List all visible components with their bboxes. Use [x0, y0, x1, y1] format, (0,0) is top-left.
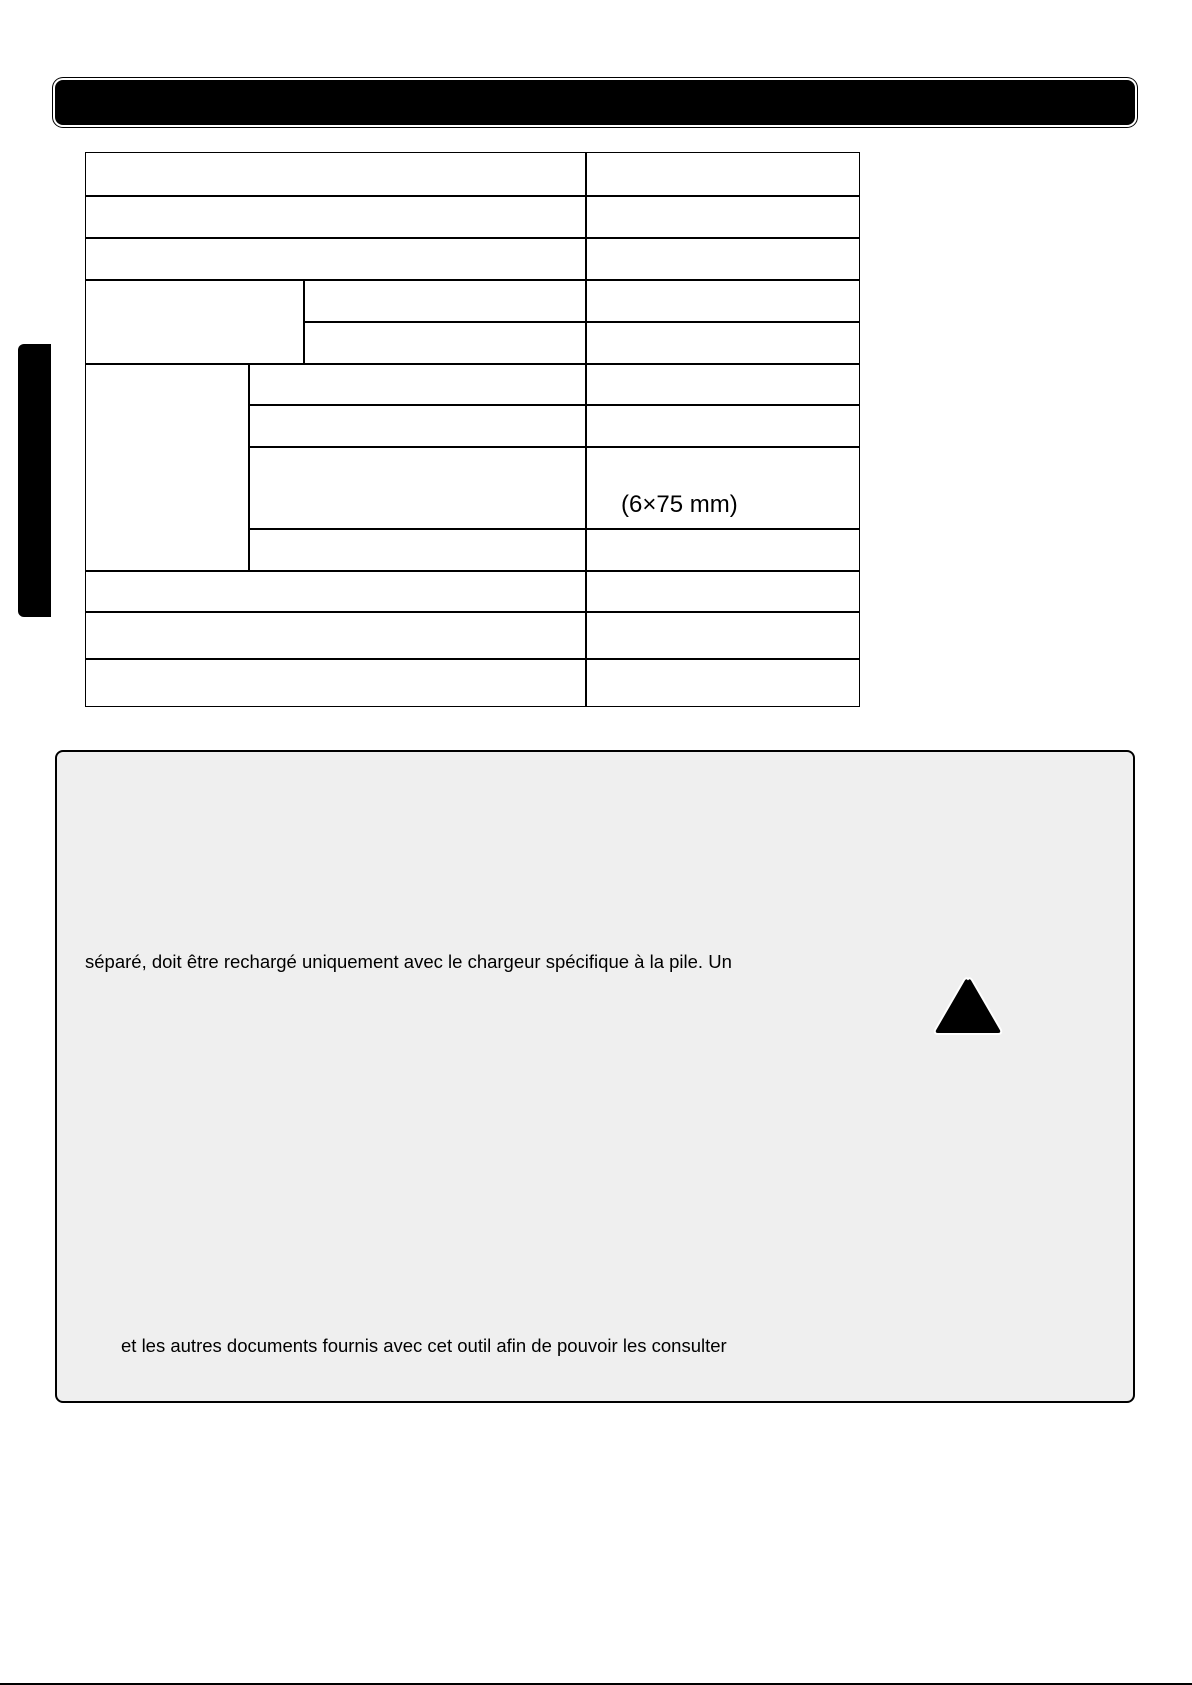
table-row-divider [86, 658, 859, 660]
table-row-divider [86, 363, 859, 365]
table-row-divider [248, 446, 859, 448]
dimension-value: (6×75 mm) [621, 491, 738, 518]
table-row-divider [86, 279, 859, 281]
table-column-divider [585, 153, 587, 706]
warning-triangle-icon [933, 975, 1003, 1037]
table-row-divider [86, 237, 859, 239]
safety-notice-box [55, 750, 1135, 1403]
table-subcolumn-divider [248, 363, 250, 570]
notice-line-charger: séparé, doit être rechargé uniquement avec le chargeur spécifique à la pile. Un [85, 951, 732, 972]
side-chapter-tab [18, 344, 51, 617]
table-row-divider [248, 404, 859, 406]
table-row-divider [86, 195, 859, 197]
table-row-divider [248, 528, 859, 530]
table-row-divider [86, 570, 859, 572]
table-row-divider [86, 611, 859, 613]
specifications-table [85, 152, 860, 707]
notice-line-documents: et les autres documents fournis avec cet outil afin de pouvoir les consulter [121, 1335, 727, 1356]
table-row-divider [303, 321, 859, 323]
section-header-bar [55, 80, 1135, 125]
